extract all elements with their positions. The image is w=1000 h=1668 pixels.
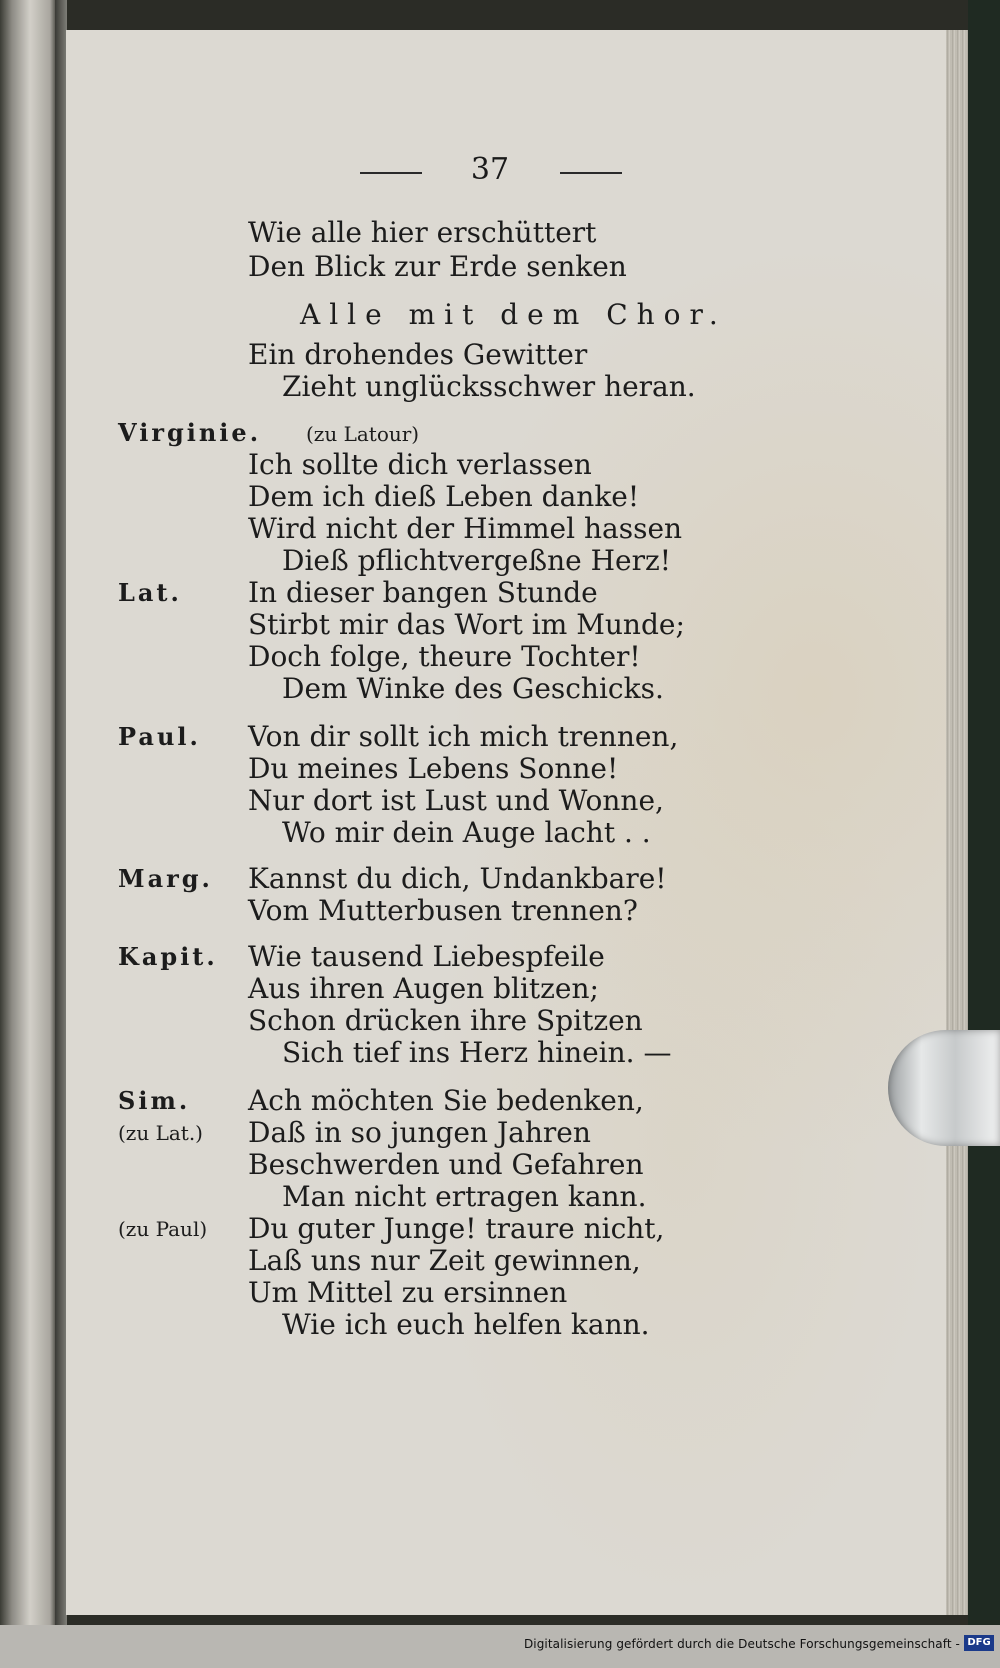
chorus-heading: Alle mit dem Chor. xyxy=(300,298,727,331)
dfg-logo: DFG xyxy=(964,1635,994,1651)
speaker-name: Marg. xyxy=(118,864,213,893)
verse-line: Doch folge, theure Tochter! xyxy=(248,640,641,673)
verse-line: Dieß pflichtvergeßne Herz! xyxy=(282,544,671,577)
verse-line: Dem ich dieß Leben danke! xyxy=(248,480,640,513)
speaker-name: Kapit. xyxy=(118,942,218,971)
verse-line: Ich sollte dich verlassen xyxy=(248,448,592,481)
verse-line: Wird nicht der Himmel hassen xyxy=(248,512,683,545)
verse-line: Aus ihren Augen blitzen; xyxy=(248,972,599,1005)
verse-line: Wo mir dein Auge lacht . . xyxy=(282,816,651,849)
verse-line: Schon drücken ihre Spitzen xyxy=(248,1004,643,1037)
verse-line: Wie alle hier erschüttert xyxy=(248,216,597,249)
verse-line: Man nicht ertragen kann. xyxy=(282,1180,647,1213)
verse-line: Du meines Lebens Sonne! xyxy=(248,752,619,785)
verse-line: Von dir sollt ich mich trennen, xyxy=(248,720,679,753)
stage-direction: (zu Lat.) xyxy=(118,1121,203,1145)
verse-line: Wie ich euch helfen kann. xyxy=(282,1308,650,1341)
footer-credit: Digitalisierung gefördert durch die Deutsche Forschungsgemeinschaft - xyxy=(523,1637,960,1651)
verse-line: Dem Winke des Geschicks. xyxy=(282,672,664,705)
verse-line: Den Blick zur Erde senken xyxy=(248,250,627,283)
verse-line: Beschwerden und Gefahren xyxy=(248,1148,644,1181)
verse-line: Daß in so jungen Jahren xyxy=(248,1116,591,1149)
verse-line: Ein drohendes Gewitter xyxy=(248,338,588,371)
verse-line: Vom Mutterbusen trennen? xyxy=(248,894,638,927)
speaker-name: Lat. xyxy=(118,578,182,607)
speaker-name: Virginie. xyxy=(118,418,262,447)
verse-line: Du guter Junge! traure nicht, xyxy=(248,1212,665,1245)
page-number-rule-right xyxy=(560,172,622,174)
verse-line: Um Mittel zu ersinnen xyxy=(248,1276,568,1309)
page-number: 37 xyxy=(470,152,510,187)
verse-line: Wie tausend Liebespfeile xyxy=(248,940,605,973)
speaker-name: Sim. xyxy=(118,1086,191,1115)
verse-line: Laß uns nur Zeit gewinnen, xyxy=(248,1244,641,1277)
verse-line: Kannst du dich, Undankbare! xyxy=(248,862,667,895)
page-clip xyxy=(888,1030,1000,1146)
footer-bar xyxy=(0,1625,1000,1668)
stage-direction: (zu Paul) xyxy=(118,1217,208,1241)
page-edges xyxy=(946,30,968,1615)
verse-line: Ach möchten Sie bedenken, xyxy=(248,1084,644,1117)
verse-line: Zieht unglücksschwer heran. xyxy=(282,370,696,403)
verse-line: Stirbt mir das Wort im Munde; xyxy=(248,608,685,641)
speaker-name: Paul. xyxy=(118,722,201,751)
verse-line: Nur dort ist Lust und Wonne, xyxy=(248,784,664,817)
background-right xyxy=(968,0,1000,1668)
left-page-edge xyxy=(0,0,55,1625)
verse-line: In dieser bangen Stunde xyxy=(248,576,598,609)
stage-direction: (zu Latour) xyxy=(306,422,420,446)
verse-line: Sich tief ins Herz hinein. — xyxy=(282,1036,672,1069)
